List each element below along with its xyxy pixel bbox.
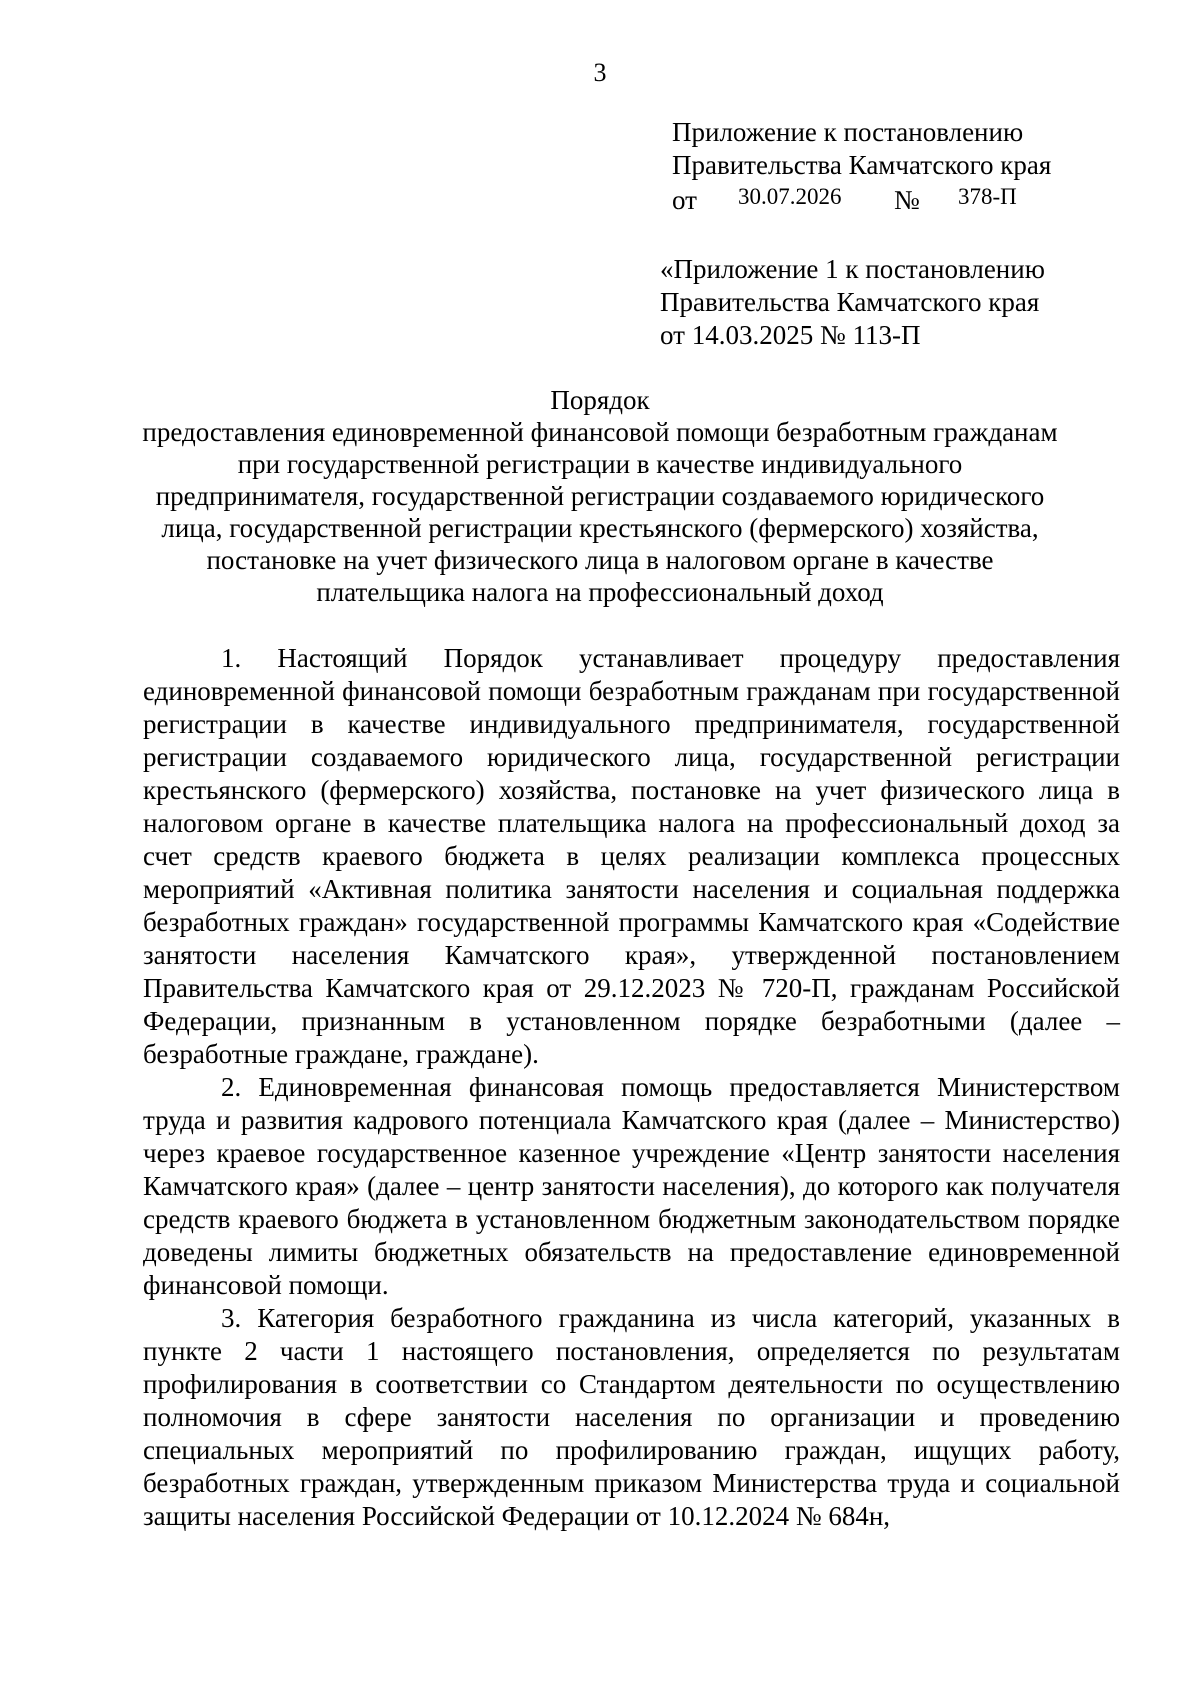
heading-line: предоставления единовременной финансовой помощи безработным гражданам [142,417,1058,447]
document-body [143,642,1120,1533]
amended-appendix-line2: Правительства Камчатского края [660,287,1040,317]
heading-line: лица, государственной регистрации крестьянского (фермерского) хозяйства, [161,513,1039,543]
amended-appendix-line3: от 14.03.2025 № 113-П [660,320,921,350]
heading-title: Порядок [550,385,650,415]
heading-line: постановке на учет физического лица в налоговом органе в качестве [206,545,994,575]
stamp-date: 30.07.2026 [738,184,842,209]
amended-appendix-line1: «Приложение 1 к постановлению [660,254,1045,284]
stamp-from-label: от [672,185,697,215]
paragraph-1: 1. Настоящий Порядок устанавливает процедуру предоставления единовременной финансовой помощи безработным гражданам при государственной регистрации в качестве индивидуального предпринимателя, государственной регистрации создаваемого юридического лица, государственной регистрации крестьянского (фермерского) хозяйства, постановке на учет физического лица в налоговом органе в качестве плательщика налога на профессиональный доход за счет средств краевого бюджета в целях реализации комплекса процессных мероприятий «Активная политика занятости населения и социальная поддержка безработных граждан» государственной программы Камчатского края «Содействие занятости населения Камчатского края», утвержденной постановлением Правительства Камчатского края от 29.12.2023 № 720-П, гражданам Российской Федерации, признанным в установленном порядке безработными (далее – безработные граждане, граждане). [143,643,1120,1069]
paragraph-2: 2. Единовременная финансовая помощь предоставляется Министерством труда и развития кадрового потенциала Камчатского края (далее – Министерство) через краевое государственное казенное учреждение «Центр занятости населения Камчатского края» (далее – центр занятости населения), до которого как получателя средств краевого бюджета в установленном бюджетным законодательством порядке доведены лимиты бюджетных обязательств на предоставление единовременной финансовой помощи. [143,1072,1120,1300]
stamp-number-sign: № [894,185,920,215]
heading-line: предпринимателя, государственной регистрации создаваемого юридического [155,481,1045,511]
page-number: 3 [593,58,607,87]
appendix-stamp-line2: Правительства Камчатского края [672,150,1052,180]
appendix-stamp-line1: Приложение к постановлению [672,117,1024,147]
appendix-stamp-date-row [672,182,1051,215]
appendix-stamp [672,116,1051,215]
stamp-number: 378-П [958,184,1017,209]
heading-line: при государственной регистрации в качестве индивидуального [237,449,963,479]
document-heading [100,384,1100,608]
paragraph-3: 3. Категория безработного гражданина из числа категорий, указанных в пункте 2 части 1 настоящего постановления, определяется по результатам профилирования в соответствии со Стандартом деятельности по осуществлению полномочия в сфере занятости населения по организации и проведению специальных мероприятий по профилированию граждан, ищущих работу, безработных граждан, утвержденным приказом Министерства труда и социальной защиты населения Российской Федерации от 10.12.2024 № 684н, [143,1303,1120,1531]
heading-line: плательщика налога на профессиональный доход [316,577,884,607]
amended-appendix-reference [660,253,1045,352]
